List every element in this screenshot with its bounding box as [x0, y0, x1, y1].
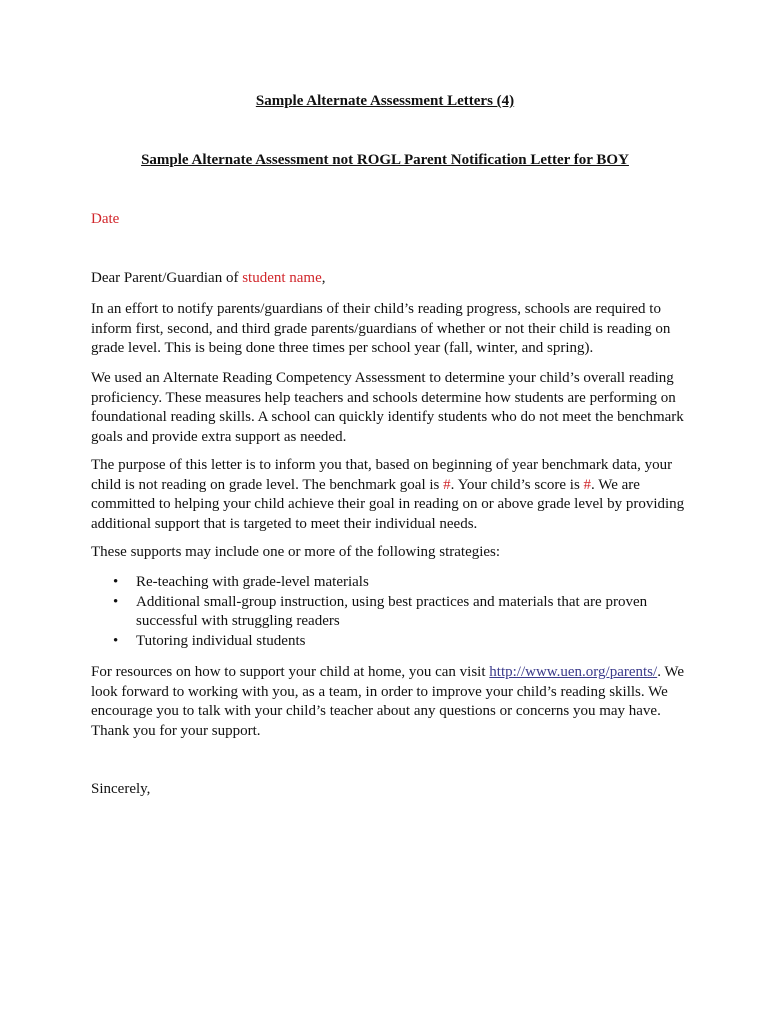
salutation	[91, 270, 326, 287]
strategy-text: Additional small-group instruction, using best practices and materials that are proven successful with struggling readers	[136, 593, 648, 629]
list-item	[91, 593, 691, 632]
paragraph-resources	[91, 663, 691, 741]
purpose-text-1: The purpose of this letter is to inform you that, based on beginning of year benchmark data, your child is not reading on grade level. The benchmark goal is	[91, 457, 673, 493]
strategy-text: Tutoring individual students	[136, 632, 306, 649]
benchmark-goal-placeholder: #	[443, 476, 451, 493]
resources-text-2: . We look forward to working with you, as a team, in order to improve your child’s reading skills. We encourage you to talk with your child’s teacher about any questions or concerns you may have. Thank you for your support.	[91, 664, 685, 739]
resources-text-1: For resources on how to support your child at home, you can visit	[91, 664, 490, 680]
paragraph-purpose	[91, 456, 691, 534]
paragraph-reading-progress: In an effort to notify parents/guardians of their child’s reading progress, schools are required to inform first, second, and third grade parents/guardians of whether or not their child is reading on grade level. This is being done three times per school year (fall, winter, and spring).	[91, 301, 671, 356]
document-title: Sample Alternate Assessment Letters (4)	[255, 93, 515, 109]
paragraph-assessment: We used an Alternate Reading Competency Assessment to determine your child’s overall reading proficiency. These measures help teachers and schools determine how students are performing on foundational reading skills. A school can quickly identify students who do not meet the benchmark goals and provide extra support as needed.	[91, 370, 684, 445]
strategies-list	[91, 573, 691, 651]
purpose-text-3: . We are committed to helping your child achieve their goal in reading on or above grade level by providing additional support that is targeted to meet their individual needs.	[91, 476, 685, 532]
child-score-placeholder: #	[583, 476, 592, 493]
salutation-suffix: ,	[321, 270, 326, 286]
student-name-placeholder: student name	[242, 270, 322, 286]
strategy-text: Re-teaching with grade-level materials	[136, 574, 369, 590]
bullet-icon: •	[113, 574, 119, 590]
bullet-icon: •	[113, 593, 119, 610]
closing: Sincerely,	[91, 781, 151, 797]
date-placeholder: Date	[91, 211, 120, 227]
list-item	[91, 573, 691, 593]
bullet-icon: •	[113, 632, 119, 649]
list-item	[91, 632, 691, 652]
purpose-text-2: . Your child’s score is	[450, 476, 584, 493]
paragraph-supports-intro: These supports may include one or more of the following strategies:	[91, 544, 501, 560]
document-subtitle: Sample Alternate Assessment not ROGL Parent Notification Letter for BOY	[141, 152, 629, 168]
uen-parents-link[interactable]: http://www.uen.org/parents/	[489, 664, 658, 680]
salutation-prefix: Dear Parent/Guardian of	[91, 270, 243, 286]
